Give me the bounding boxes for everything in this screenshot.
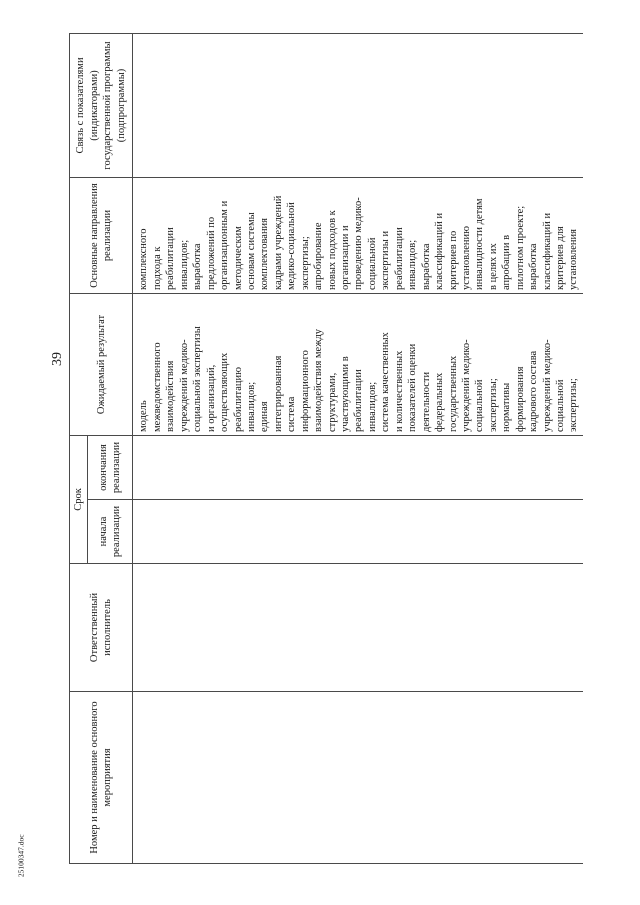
document-file-reference: 25100347.doc (16, 834, 26, 878)
header-term-start: начала реализации (88, 500, 133, 564)
rotated-table-container (69, 34, 580, 864)
program-activities-table (69, 33, 583, 864)
cell-term-start (133, 500, 583, 564)
header-main-directions: Основные направления реализации (70, 177, 133, 293)
header-term-end: окончания реализации (88, 435, 133, 499)
cell-expected-result: модель межведомственного взаимодействия учреждений медико- социальной экспертизы и организаций, осуществляющих реабилитацию инвалидов; единая интегрированная система информационного взаимодействия между структурами, участвующими в реабилитации инвалидов; система качественных и количественных показателей оценки деятельности федеральных государственных учреждений медико- социальной экспертизы; нормативы формирования кадрового состава учреждений медико- социальной экспертизы; (133, 293, 583, 435)
cell-main-directions: комплексного подхода к реабилитации инвалидов; выработка предложений по организационным и методическим основам системы комплектования кадрами учреждений медико-социальной экспертизы; апробирование новых подходов к организации и проведению медико- социальной экспертизы и реабилитации инвалидов; выработка классификаций и критериев по установлению инвалидности детям в целях их апробации в пилотном проекте; выработка классификаций и критериев для установления (133, 177, 583, 293)
page-number: 39 (50, 352, 65, 366)
header-activity-name: Номер и наименование основного мероприятия (70, 692, 133, 864)
cell-term-end (133, 435, 583, 499)
cell-responsible-executor (133, 564, 583, 692)
cell-indicators-link (133, 33, 583, 177)
header-responsible-executor: Ответственный исполнитель (70, 564, 133, 692)
header-indicators-link: Связь с показателями (индикаторами) государственной программы (подпрограммы) (70, 33, 133, 177)
header-expected-result: Ожидаемый результат (70, 293, 133, 435)
table-row (133, 33, 583, 863)
header-term: Срок (70, 435, 88, 563)
cell-activity-name (133, 692, 583, 864)
